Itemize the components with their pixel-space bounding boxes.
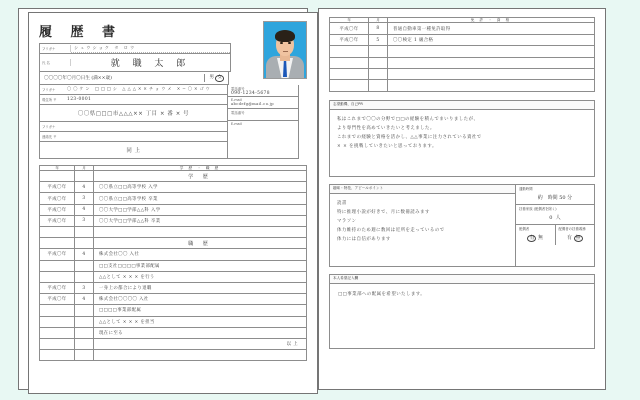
tel2-label: 電話番号 (231, 110, 245, 115)
table-row (330, 23, 595, 34)
row-year (40, 338, 75, 349)
table-row (40, 182, 307, 193)
table-row (40, 294, 307, 305)
sex-field (204, 74, 224, 82)
resume-page-right (318, 8, 606, 390)
email-value: abcdefg@mail.co.jp (231, 101, 274, 106)
dependents-row (516, 205, 594, 225)
row-year (40, 260, 75, 271)
table-row (40, 215, 307, 226)
row-detail: 〇〇県立□□高等学校 入学 (94, 182, 307, 193)
row-year (40, 327, 75, 338)
text-line: 特に推理小説が好きで、月に数冊読みます (337, 209, 430, 215)
history-body (40, 171, 307, 361)
spouse-row (516, 225, 594, 245)
commute-minutes: 50 (559, 194, 566, 201)
row-month (75, 171, 94, 182)
row-month: 8 (369, 23, 388, 34)
table-row (40, 260, 307, 271)
photo-hair (275, 30, 295, 42)
spouse-support-cell (555, 225, 595, 245)
name-block (39, 43, 231, 72)
postal-value: 123-0001 (67, 96, 92, 102)
wishes-body (330, 284, 594, 348)
tel-label: 電話番号 (231, 86, 245, 91)
table-row (40, 271, 307, 282)
furigana-row (40, 44, 230, 54)
table-row (40, 204, 307, 215)
contact-label: 連絡先 〒 (42, 134, 57, 139)
address-right (227, 85, 298, 158)
hobby-body (330, 194, 515, 266)
spouse-support-choice (556, 233, 595, 245)
row-month: 3 (75, 215, 94, 226)
row-month (75, 227, 94, 238)
dependents-value: 0 (549, 214, 553, 221)
row-detail: 株式会社〇〇〇〇 入社 (94, 294, 307, 305)
birth-text: 〇〇〇〇年〇月〇日生 (満××歳) (44, 75, 112, 81)
table-row (40, 193, 307, 204)
email2-label: E-mail (231, 121, 242, 126)
tel2-cell (228, 109, 298, 121)
row-month: 4 (75, 182, 94, 193)
name-row (40, 54, 230, 71)
history-col-year: 年 (40, 165, 75, 170)
row-month: 5 (369, 34, 388, 45)
row-detail: 現在に至る (94, 327, 307, 338)
page-title: 履 歴 書 (39, 25, 123, 40)
row-detail: 〇〇大学□□学部△△科 入学 (94, 204, 307, 215)
address-block (39, 85, 299, 159)
row-year (40, 238, 75, 249)
table-row (40, 338, 307, 349)
row-detail: □□□□事業部配属 (94, 305, 307, 316)
text-line: 体力維持のため週に数回は近所を走っているので (337, 227, 445, 233)
row-year: 平成〇年 (330, 34, 369, 45)
row-year (330, 57, 369, 68)
row-detail: △△として × × × を行う (94, 271, 307, 282)
contact-value: 同 上 (126, 147, 141, 154)
row-month (369, 57, 388, 68)
table-row (330, 46, 595, 57)
email2-cell (228, 121, 298, 133)
hobby-commute-row (329, 184, 595, 267)
email-label: E-mail (231, 97, 242, 102)
motivation-header: 志望動機、自己PR (330, 101, 594, 110)
spouse-choice (516, 233, 555, 245)
email-cell (228, 97, 298, 109)
row-year: 平成〇年 (40, 182, 75, 193)
row-detail: 学 歴 (94, 171, 307, 182)
address-furigana-row (40, 85, 227, 95)
hobby-panel (329, 184, 515, 267)
text-line: 体力には自信があります (337, 236, 391, 242)
row-year: 平成〇年 (40, 294, 75, 305)
row-month (369, 46, 388, 57)
table-row (40, 282, 307, 293)
row-month (75, 327, 94, 338)
row-year: 平成〇年 (40, 282, 75, 293)
row-year (40, 316, 75, 327)
row-detail: 〇〇大学□□学部△△科 卒業 (94, 215, 307, 226)
commute-time-row (516, 185, 594, 205)
sex-male: 男 (209, 75, 214, 80)
motivation-panel (329, 100, 595, 177)
row-month: 4 (75, 249, 94, 260)
row-year (40, 305, 75, 316)
sex-selected: 女 (217, 75, 222, 80)
row-detail (94, 227, 307, 238)
row-detail: 普通自動車第一種免許取得 (388, 23, 595, 34)
commute-hour-unit: 時間 (547, 194, 558, 201)
row-month: 4 (75, 294, 94, 305)
row-detail: 職 歴 (94, 238, 307, 249)
row-month (75, 350, 94, 361)
row-detail (388, 80, 595, 91)
address-furigana-value: 〇〇ケン □□□シ △△△××チョウメ ×−〇×ゴウ (67, 86, 212, 92)
table-row (330, 69, 595, 80)
contact-furigana-label: フリガナ (42, 124, 56, 129)
row-month: 3 (75, 282, 94, 293)
row-detail (388, 57, 595, 68)
license-table (329, 17, 595, 92)
row-detail: 株式会社〇〇 入社 (94, 249, 307, 260)
contact-value-row (40, 142, 227, 158)
row-month: 3 (75, 193, 94, 204)
history-col-detail: 学 歴 ・ 職 歴 (94, 165, 307, 170)
photo-frame (263, 21, 307, 79)
table-row (40, 305, 307, 316)
table-row (40, 327, 307, 338)
row-detail (94, 350, 307, 361)
dependents-unit: 人 (555, 214, 561, 221)
wishes-header: 本人希望記入欄 (330, 275, 594, 284)
commute-time-label: 通勤時間 (519, 187, 533, 192)
photo-eye-right (288, 42, 291, 44)
row-detail: 〇〇検定 1 級合格 (388, 34, 595, 45)
row-detail (388, 69, 595, 80)
commute-prefix: 約 (537, 194, 543, 201)
row-year: 平成〇年 (40, 215, 75, 226)
photo-mouth (283, 51, 288, 52)
row-detail: 一身上の都合により退職 (94, 282, 307, 293)
history-col-month: 月 (75, 165, 94, 170)
text-line: マラソン (337, 218, 357, 224)
text-line: より専門性を高めていきたいと考えました。 (337, 125, 435, 131)
row-month (75, 338, 94, 349)
license-body (330, 23, 595, 91)
license-col-month: 月 (369, 18, 388, 23)
table-row (40, 238, 307, 249)
row-year (330, 69, 369, 80)
row-year (40, 271, 75, 282)
dependents-label: 扶養家族 (配偶者を除く) (519, 207, 557, 212)
address-left (40, 85, 227, 158)
tel-cell (228, 85, 298, 97)
table-row (330, 80, 595, 91)
row-month (75, 260, 94, 271)
text-line: これまでの経験と資格を活かし、△△事業に注力されている貴社で (337, 134, 482, 140)
row-detail (388, 46, 595, 57)
table-row (40, 227, 307, 238)
spouse-label: 配偶者 (519, 227, 530, 232)
license-col-year: 年 (330, 18, 369, 23)
spouse-support-no: 無 (575, 234, 581, 241)
row-month (75, 238, 94, 249)
tel-value: 090-1234-5678 (231, 90, 270, 96)
row-detail: □□支社□□□□事業部配属 (94, 260, 307, 271)
birth-row (39, 72, 229, 85)
address-furigana-label: フリガナ (42, 87, 56, 92)
row-month (75, 316, 94, 327)
contact-furigana-row (40, 122, 227, 132)
commute-time-value (516, 193, 594, 204)
row-year (40, 171, 75, 182)
table-row (330, 34, 595, 45)
row-year (330, 46, 369, 57)
row-year: 平成〇年 (330, 23, 369, 34)
row-year: 平成〇年 (40, 204, 75, 215)
contact-postal-row (40, 132, 227, 142)
photo-eye-left (280, 42, 283, 44)
table-row (40, 350, 307, 361)
row-year: 平成〇年 (40, 193, 75, 204)
row-year (40, 227, 75, 238)
commute-minute-unit: 分 (567, 194, 573, 201)
spouse-support-label: 配偶者の扶養義務 (558, 227, 586, 232)
spouse-cell (516, 225, 555, 245)
row-detail: △△として × × × を担当 (94, 316, 307, 327)
wishes-panel (329, 274, 595, 349)
row-month: 4 (75, 204, 94, 215)
spouse-support-yes: 有 (566, 234, 572, 241)
address-label: 現住所 〒 (42, 97, 57, 102)
spouse-yes: 有 (529, 234, 535, 241)
name-value: 就 職 太 郎 (110, 59, 191, 69)
row-month (369, 69, 388, 80)
furigana-label: フリガナ (40, 45, 71, 52)
table-row (40, 249, 307, 260)
address-postal-row (40, 95, 227, 105)
motivation-body (330, 110, 594, 176)
dependents-value-wrap (516, 213, 594, 224)
hobby-header: 趣味・特技、アピールポイント (330, 185, 515, 194)
address-value: 〇〇県□□□市△△△×× 丁目 × 番 × 号 (77, 110, 190, 117)
commute-panel (515, 184, 595, 267)
name-label: 氏 名 (40, 59, 71, 66)
text-line: 私はこれまで〇〇の分野で□□の経験を積んでまいりましたが、 (337, 116, 479, 122)
text-line: × × を挑戦していきたいと思っております。 (337, 143, 437, 149)
spouse-no: 無 (538, 234, 544, 241)
row-month (369, 80, 388, 91)
table-row (330, 57, 595, 68)
furigana-value: シュウショク タ ロウ (71, 44, 230, 53)
row-detail: 以 上 (94, 338, 307, 349)
history-table (39, 165, 307, 362)
text-line: 読書 (337, 200, 347, 206)
table-row (40, 171, 307, 182)
wishes-text: □□事業部への配属を希望いたします。 (338, 291, 426, 297)
row-year: 平成〇年 (40, 249, 75, 260)
address-value-row (40, 105, 227, 122)
row-detail: 〇〇県立□□高等学校 卒業 (94, 193, 307, 204)
resume-page-left (28, 12, 318, 394)
table-row (40, 316, 307, 327)
row-year (330, 80, 369, 91)
row-month (75, 271, 94, 282)
row-year (40, 350, 75, 361)
row-month (75, 305, 94, 316)
license-col-detail: 免 許 ・ 資 格 (388, 18, 595, 23)
